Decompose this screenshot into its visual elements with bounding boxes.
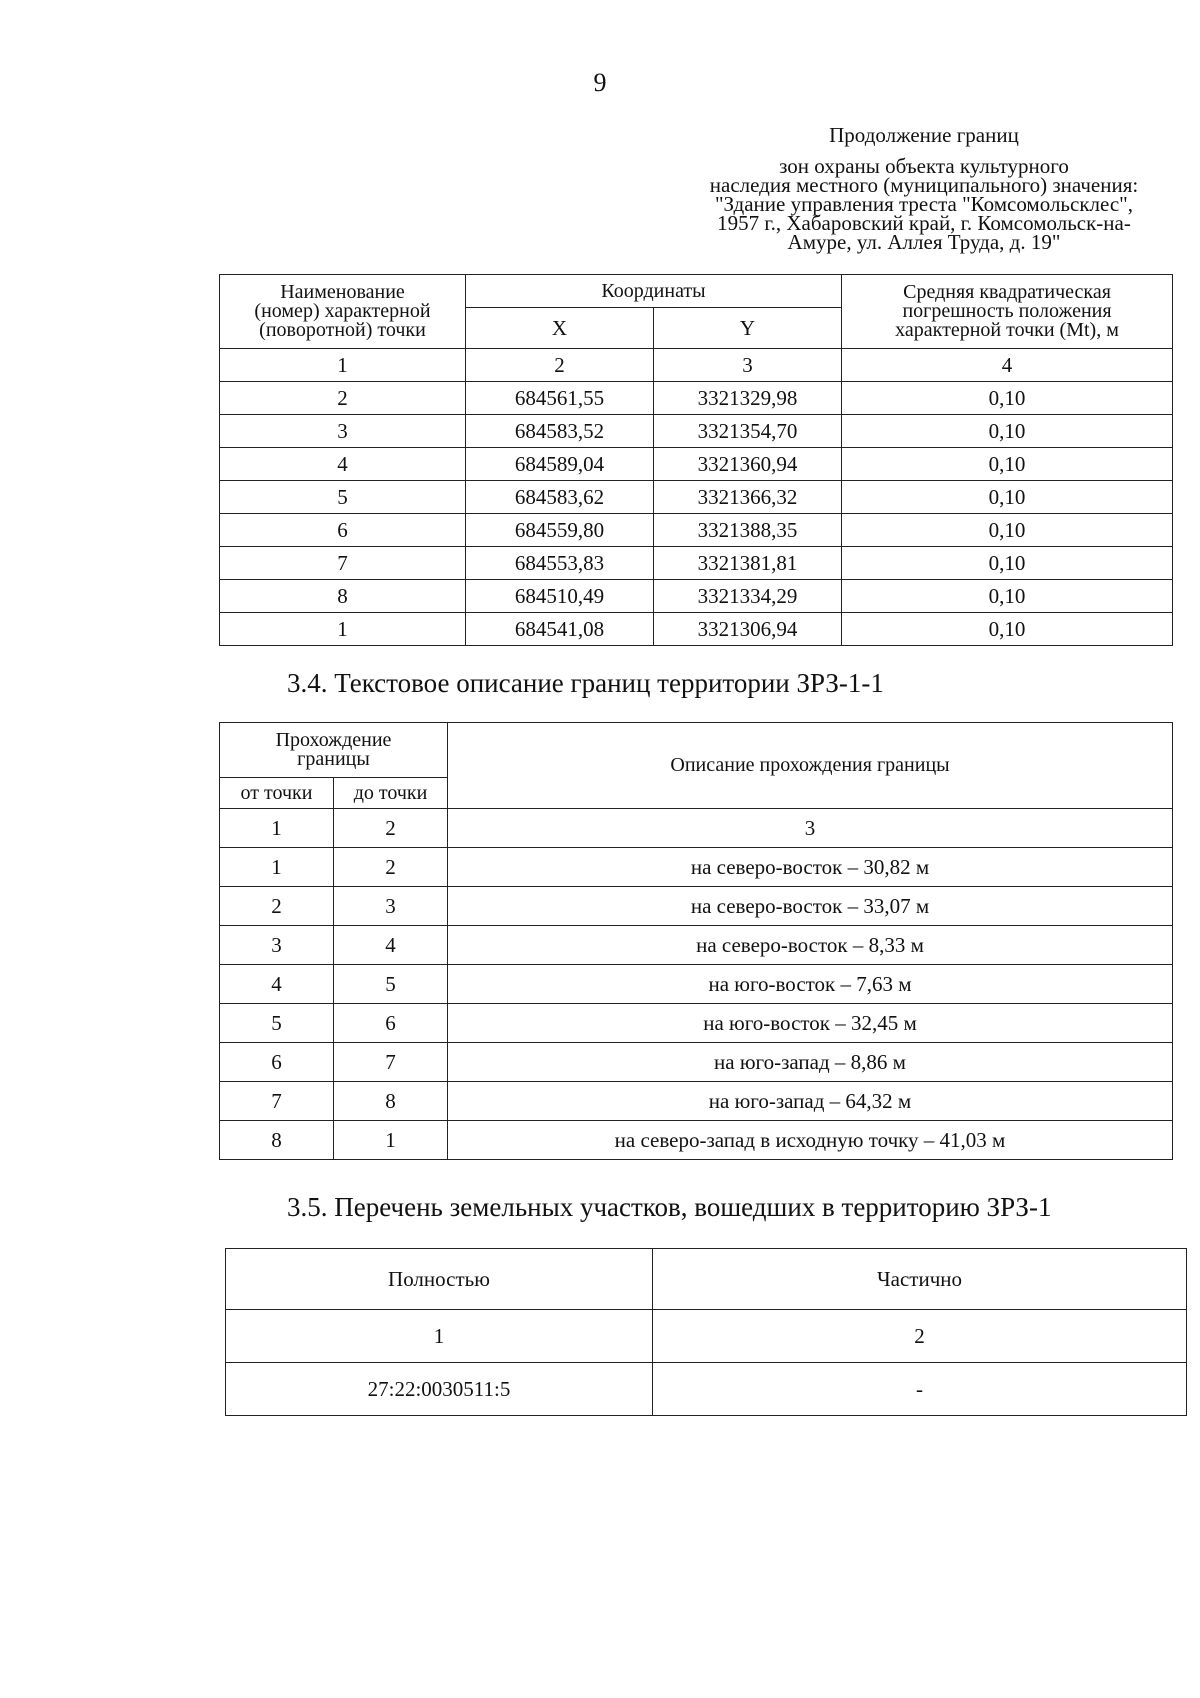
from-cell: 7 bbox=[220, 1082, 334, 1121]
partial-parcel-cell: - bbox=[653, 1363, 1187, 1416]
header-line-4: "Здание управления треста "Комсомольсклес", bbox=[714, 192, 1133, 216]
table-row bbox=[220, 514, 1173, 547]
description-cell: на северо-восток – 8,33 м bbox=[448, 926, 1173, 965]
header-error-line-2: погрешность положения bbox=[902, 300, 1112, 322]
document-header bbox=[664, 123, 1184, 254]
header-point-line-2: (номер) характерной bbox=[254, 300, 431, 322]
to-cell: 3 bbox=[334, 887, 448, 926]
table-row bbox=[220, 613, 1173, 646]
to-cell: 2 bbox=[334, 848, 448, 887]
table-row bbox=[220, 1004, 1173, 1043]
from-cell: 4 bbox=[220, 965, 334, 1004]
header-point-line-1: Наименование bbox=[280, 281, 405, 303]
description-cell: на юго-восток – 7,63 м bbox=[448, 965, 1173, 1004]
header-from-point: от точки bbox=[220, 778, 334, 809]
header-passage-line-1: Прохождение bbox=[275, 729, 392, 751]
column-number-row bbox=[226, 1310, 1187, 1363]
y-cell: 3321306,94 bbox=[654, 613, 842, 646]
mt-cell: 0,10 bbox=[842, 547, 1173, 580]
header-error-line-3: характерной точки (Mt), м bbox=[895, 319, 1119, 341]
column-number: 1 bbox=[220, 349, 466, 382]
header-x: X bbox=[466, 308, 654, 349]
point-cell: 4 bbox=[220, 448, 466, 481]
mt-cell: 0,10 bbox=[842, 481, 1173, 514]
header-to-point: до точки bbox=[334, 778, 448, 809]
table-row bbox=[220, 965, 1173, 1004]
description-cell: на юго-запад – 8,86 м bbox=[448, 1043, 1173, 1082]
from-cell: 2 bbox=[220, 887, 334, 926]
y-cell: 3321360,94 bbox=[654, 448, 842, 481]
point-cell: 5 bbox=[220, 481, 466, 514]
x-cell: 684510,49 bbox=[466, 580, 654, 613]
y-cell: 3321366,32 bbox=[654, 481, 842, 514]
header-y: Y bbox=[654, 308, 842, 349]
header-description: Описание прохождения границы bbox=[448, 723, 1173, 809]
land-parcels-table bbox=[225, 1248, 1187, 1416]
header-line-6: Амуре, ул. Аллея Труда, д. 19" bbox=[787, 230, 1061, 254]
column-number: 2 bbox=[334, 809, 448, 848]
mt-cell: 0,10 bbox=[842, 580, 1173, 613]
x-cell: 684541,08 bbox=[466, 613, 654, 646]
x-cell: 684553,83 bbox=[466, 547, 654, 580]
y-cell: 3321329,98 bbox=[654, 382, 842, 415]
boundary-description-table bbox=[219, 722, 1173, 1160]
section-title-3-5: 3.5. Перечень земельных участков, вошедших в территорию ЗРЗ-1 bbox=[287, 1192, 1052, 1222]
to-cell: 6 bbox=[334, 1004, 448, 1043]
column-number: 2 bbox=[466, 349, 654, 382]
description-cell: на юго-восток – 32,45 м bbox=[448, 1004, 1173, 1043]
x-cell: 684589,04 bbox=[466, 448, 654, 481]
column-number-row bbox=[220, 349, 1173, 382]
header-error bbox=[842, 275, 1173, 349]
from-cell: 5 bbox=[220, 1004, 334, 1043]
table-row bbox=[220, 547, 1173, 580]
y-cell: 3321354,70 bbox=[654, 415, 842, 448]
point-cell: 7 bbox=[220, 547, 466, 580]
page-number: 9 bbox=[593, 68, 607, 97]
y-cell: 3321388,35 bbox=[654, 514, 842, 547]
column-number: 4 bbox=[842, 349, 1173, 382]
column-number: 1 bbox=[220, 809, 334, 848]
from-cell: 3 bbox=[220, 926, 334, 965]
from-cell: 1 bbox=[220, 848, 334, 887]
x-cell: 684583,52 bbox=[466, 415, 654, 448]
point-cell: 8 bbox=[220, 580, 466, 613]
table-row bbox=[220, 415, 1173, 448]
point-cell: 1 bbox=[220, 613, 466, 646]
header-point-name bbox=[220, 275, 466, 349]
to-cell: 4 bbox=[334, 926, 448, 965]
y-cell: 3321334,29 bbox=[654, 580, 842, 613]
y-cell: 3321381,81 bbox=[654, 547, 842, 580]
section-title-3-4: 3.4. Текстовое описание границ территории ЗРЗ-1-1 bbox=[287, 668, 884, 698]
column-number: 3 bbox=[654, 349, 842, 382]
header-boundary-passage bbox=[220, 723, 448, 778]
header-error-line-1: Средняя квадратическая bbox=[903, 281, 1111, 303]
description-cell: на северо-восток – 30,82 м bbox=[448, 848, 1173, 887]
header-passage-line-2: границы bbox=[297, 748, 370, 770]
column-number: 3 bbox=[448, 809, 1173, 848]
header-line-3: наследия местного (муниципального) значения: bbox=[709, 173, 1139, 197]
to-cell: 7 bbox=[334, 1043, 448, 1082]
description-cell: на северо-запад в исходную точку – 41,03 м bbox=[448, 1121, 1173, 1160]
header-fully: Полностью bbox=[226, 1249, 653, 1310]
to-cell: 8 bbox=[334, 1082, 448, 1121]
table-row bbox=[220, 1043, 1173, 1082]
header-partially: Частично bbox=[653, 1249, 1187, 1310]
table-row bbox=[220, 926, 1173, 965]
table-row bbox=[220, 481, 1173, 514]
point-cell: 3 bbox=[220, 415, 466, 448]
point-cell: 6 bbox=[220, 514, 466, 547]
mt-cell: 0,10 bbox=[842, 613, 1173, 646]
mt-cell: 0,10 bbox=[842, 514, 1173, 547]
column-number: 2 bbox=[653, 1310, 1187, 1363]
to-cell: 1 bbox=[334, 1121, 448, 1160]
table-row bbox=[220, 1121, 1173, 1160]
table-row bbox=[220, 382, 1173, 415]
header-line-5: 1957 г., Хабаровский край, г. Комсомольск-на- bbox=[717, 211, 1131, 235]
header-line-1: Продолжение границ bbox=[829, 123, 1019, 147]
to-cell: 5 bbox=[334, 965, 448, 1004]
from-cell: 8 bbox=[220, 1121, 334, 1160]
column-number: 1 bbox=[226, 1310, 653, 1363]
mt-cell: 0,10 bbox=[842, 415, 1173, 448]
table-row bbox=[220, 580, 1173, 613]
x-cell: 684559,80 bbox=[466, 514, 654, 547]
full-parcel-cell: 27:22:0030511:5 bbox=[226, 1363, 653, 1416]
coordinates-table bbox=[219, 274, 1173, 646]
x-cell: 684583,62 bbox=[466, 481, 654, 514]
header-coordinates: Координаты bbox=[466, 275, 842, 308]
from-cell: 6 bbox=[220, 1043, 334, 1082]
description-cell: на юго-запад – 64,32 м bbox=[448, 1082, 1173, 1121]
table-row bbox=[220, 448, 1173, 481]
description-cell: на северо-восток – 33,07 м bbox=[448, 887, 1173, 926]
mt-cell: 0,10 bbox=[842, 382, 1173, 415]
table-row bbox=[220, 848, 1173, 887]
header-point-line-3: (поворотной) точки bbox=[259, 319, 426, 341]
mt-cell: 0,10 bbox=[842, 448, 1173, 481]
column-number-row bbox=[220, 809, 1173, 848]
point-cell: 2 bbox=[220, 382, 466, 415]
table-row bbox=[220, 1082, 1173, 1121]
header-line-2: зон охраны объекта культурного bbox=[779, 154, 1069, 178]
table-row bbox=[226, 1363, 1187, 1416]
x-cell: 684561,55 bbox=[466, 382, 654, 415]
table-row bbox=[220, 887, 1173, 926]
